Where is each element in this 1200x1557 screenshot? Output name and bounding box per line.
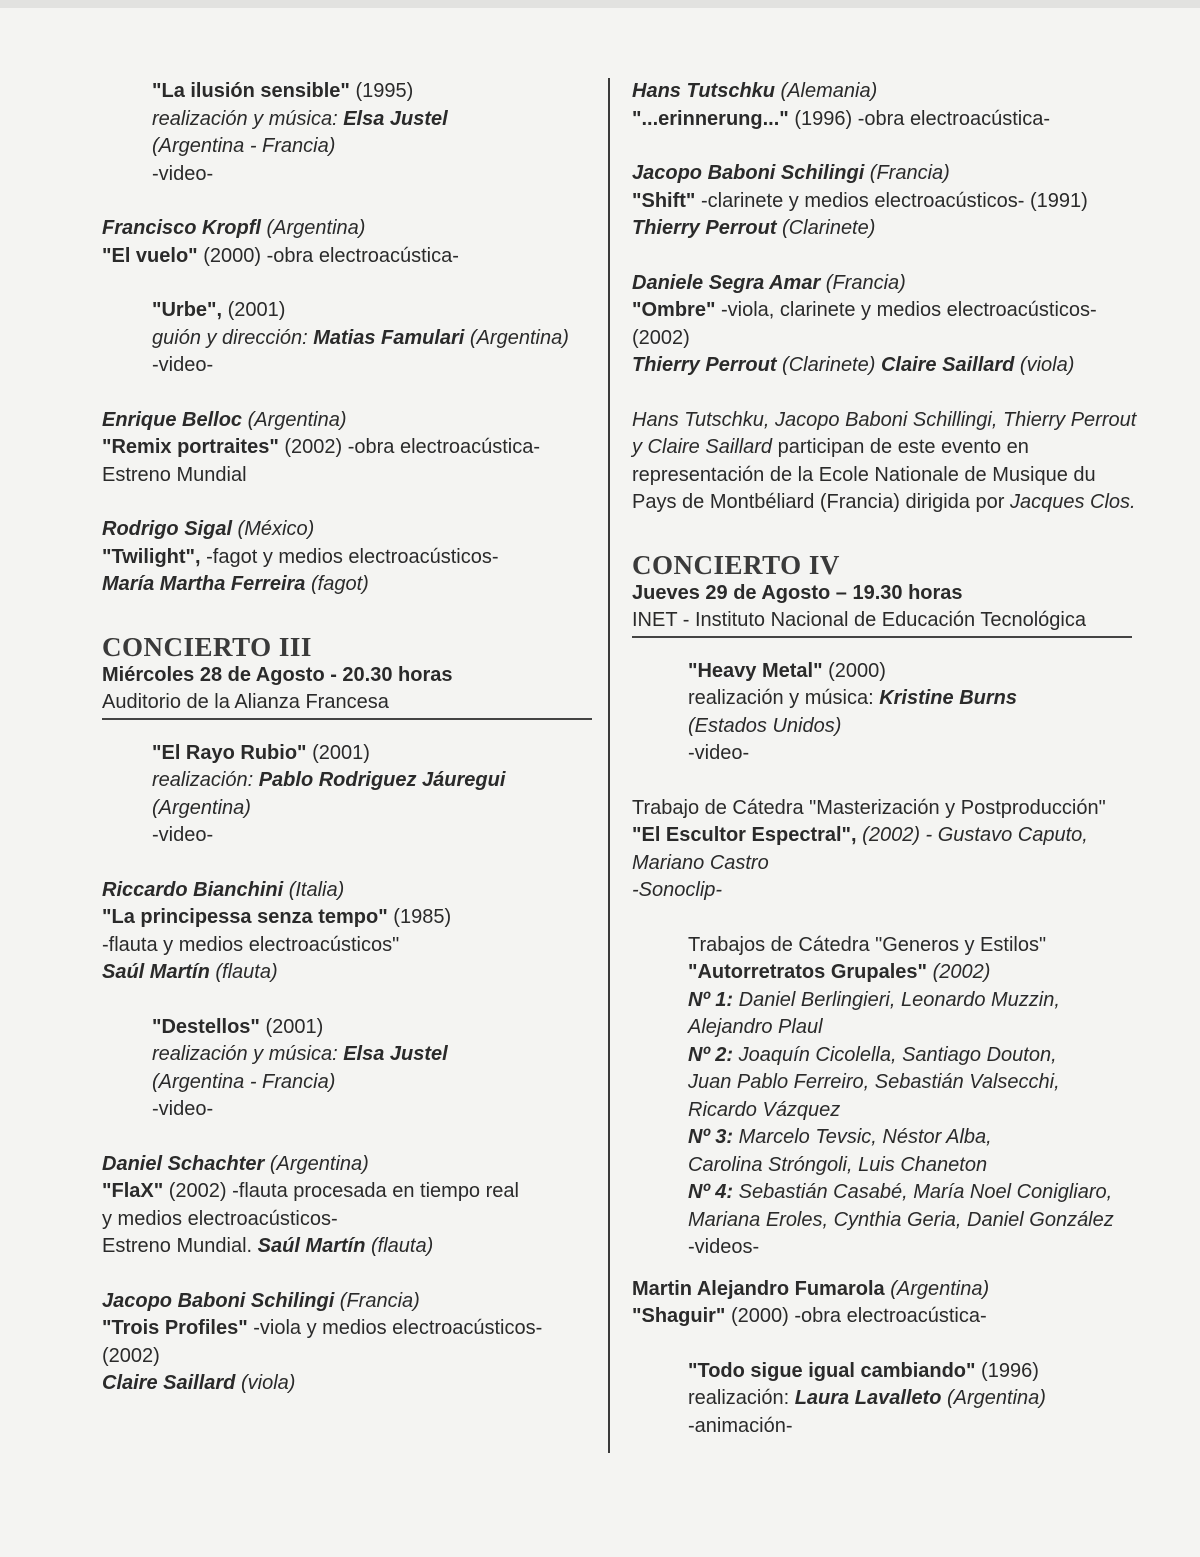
program-line (632, 352, 1132, 380)
text-run: "Shaguir" (632, 1305, 726, 1327)
program-line (102, 462, 592, 490)
program-line (102, 161, 592, 189)
text-run: (2000) -obra electroacústica- (197, 244, 459, 267)
program-line (102, 822, 592, 850)
text-run: realización y música: (152, 1043, 344, 1065)
program-line (632, 959, 1132, 987)
program-line (632, 795, 1132, 823)
spacer (102, 850, 592, 877)
text-run: Nº 4: (688, 1181, 734, 1203)
program-line (102, 1096, 592, 1124)
program-line (632, 987, 1132, 1015)
text-run: "El Escultor Espectral", (632, 824, 857, 846)
program-line (102, 1233, 592, 1261)
text-run: realización y música: (152, 107, 344, 130)
text-run: "Shift" (632, 189, 696, 212)
program-line (102, 133, 592, 161)
program-line (102, 325, 592, 353)
text-run: (México) (232, 518, 315, 540)
text-run: -video- (152, 1098, 214, 1120)
text-run: (Argentina) (941, 1387, 1046, 1409)
spacer (632, 768, 1132, 795)
text-run: -video- (688, 742, 750, 764)
program-line (102, 662, 592, 690)
text-run: (1985) (387, 906, 452, 928)
spacer (102, 489, 592, 516)
program-line (632, 297, 1132, 325)
program-line (632, 1234, 1132, 1262)
spacer (632, 517, 1132, 544)
spacer (102, 188, 592, 215)
program-line (632, 215, 1132, 243)
text-run: Trabajos de Cátedra "Generos y Estilos" (688, 933, 1047, 956)
text-run: (2002) -flauta procesada en tiempo real (163, 1180, 519, 1202)
text-run: Saúl Martín (102, 961, 210, 983)
text-run: "El Rayo Rubio" (152, 741, 307, 764)
text-run: Enrique Belloc (102, 408, 243, 431)
text-run: y Claire Saillard (632, 436, 773, 458)
program-line (632, 740, 1132, 768)
text-run: INET - Instituto Nacional de Educación Tecnológica (632, 609, 1086, 631)
text-run: (2002) (632, 326, 690, 349)
program-line (632, 1097, 1132, 1125)
text-run: "Ombre" (632, 299, 716, 321)
text-run: Trabajo de Cátedra "Masterización y Postproducción" (632, 796, 1106, 819)
program-line (102, 516, 592, 544)
program-line (632, 877, 1132, 905)
spacer (632, 905, 1132, 932)
text-run: (2001) (259, 1015, 324, 1038)
program-line (632, 106, 1132, 134)
spacer (102, 380, 592, 407)
concert-title (102, 632, 592, 662)
program-line (102, 1206, 592, 1234)
program-line (632, 658, 1132, 686)
text-run: Hans Tutschku (632, 80, 775, 102)
program-line (102, 78, 592, 106)
program-line (632, 1179, 1132, 1207)
text-run: Daniel Schachter (102, 1152, 265, 1175)
text-run: Mariana Eroles, Cynthia Geria, Daniel González (688, 1208, 1114, 1231)
text-run: (Argentina) (152, 796, 251, 819)
program-line (102, 1343, 592, 1371)
text-run: -video- (152, 354, 214, 376)
text-run: (Alemania) (775, 80, 878, 102)
program-line (632, 160, 1132, 188)
program-line (102, 1014, 592, 1042)
text-run: Thierry Perrout (632, 217, 777, 239)
spacer (632, 133, 1132, 160)
page-top-edge (0, 0, 1200, 8)
program-line (102, 904, 592, 932)
text-run: Francisco Kropfl (102, 217, 261, 239)
text-run: (flauta) (365, 1235, 434, 1257)
spacer (102, 1124, 592, 1151)
program-line (102, 795, 592, 823)
text-run: "Todo sigue igual cambiando" (688, 1359, 976, 1382)
text-run: Estreno Mundial (102, 463, 247, 486)
program-line (632, 489, 1136, 517)
text-run: Carolina Stróngoli, Luis Chaneton (688, 1153, 988, 1176)
text-run: Pablo Rodriguez Jáuregui (258, 769, 506, 791)
program-line (632, 1303, 1132, 1331)
program-line (632, 932, 1132, 960)
text-run: Thierry Perrout (632, 354, 777, 376)
text-run: "La ilusión sensible" (152, 80, 350, 102)
program-line (102, 1069, 592, 1097)
text-run: Elsa Justel (343, 107, 448, 130)
spacer (102, 1261, 592, 1288)
text-run: "...erinnerung..." (632, 107, 789, 130)
program-line (632, 1042, 1132, 1070)
text-run: -Sonoclip- (632, 879, 723, 901)
text-run: Martin Alejandro Fumarola (632, 1277, 885, 1300)
text-run: -animación- (688, 1414, 793, 1437)
text-run: -flauta y medios electroacústicos" (102, 933, 400, 956)
concert-venue (632, 607, 1132, 638)
text-run: "Twilight", (102, 545, 201, 568)
spacer (632, 1262, 1132, 1276)
text-run: -fagot y medios electroacústicos- (200, 545, 499, 568)
text-run: Matias Famulari (313, 326, 465, 349)
text-run: Jueves 29 de Agosto – 19.30 horas (632, 581, 963, 604)
column-divider (608, 78, 610, 1453)
text-run: Joaquín Cicolella, Santiago Douton, (733, 1043, 1057, 1066)
text-run: participan de este evento en (772, 436, 1029, 458)
text-run: (fagot) (305, 573, 369, 595)
text-run: María Martha Ferreira (102, 573, 306, 595)
text-run: (2002) - Gustavo Caputo, (856, 824, 1088, 846)
program-line (632, 1152, 1132, 1180)
text-run: Claire Saillard (880, 354, 1015, 376)
text-run: Daniele Segra Amar (632, 271, 821, 294)
text-run: "Heavy Metal" (688, 659, 823, 682)
text-run: (2002) (927, 961, 991, 983)
spacer (102, 987, 592, 1014)
text-run: Laura Lavalleto (794, 1387, 942, 1409)
text-run: (Estados Unidos) (688, 714, 842, 737)
program-line (102, 106, 592, 134)
text-run: (Francia) (334, 1289, 420, 1312)
program-line (102, 544, 592, 572)
program-line (632, 1207, 1132, 1235)
text-run: (Clarinete) (776, 217, 876, 239)
text-run: "Remix portraites" (102, 436, 279, 458)
text-run: (1995) (349, 80, 414, 102)
text-run: -video- (152, 162, 214, 185)
left-column (102, 78, 592, 1398)
text-run: Mariano Castro (632, 851, 769, 874)
program-line (632, 822, 1132, 850)
text-run: Saúl Martín (257, 1235, 366, 1257)
text-run: Auditorio de la Alianza Francesa (102, 691, 389, 713)
text-run: -video- (152, 824, 214, 846)
text-run: (Argentina) (264, 1152, 369, 1175)
text-run: Sebastián Casabé, María Noel Conigliaro, (733, 1181, 1113, 1203)
program-line (632, 434, 1132, 462)
program-line (102, 877, 592, 905)
text-run: "Trois Profiles" (102, 1317, 248, 1339)
text-run: Pays de Montbéliard (Francia) dirigida por (632, 491, 1010, 513)
program-line (632, 850, 1132, 878)
text-run: CONCIERTO IV (632, 549, 840, 580)
text-run: Jacopo Baboni Schilingi (102, 1289, 335, 1312)
text-run: (viola) (1014, 354, 1075, 376)
program-line (102, 434, 592, 462)
text-run: Rodrigo Sigal (102, 518, 232, 540)
program-line (632, 1358, 1132, 1386)
text-run: Hans Tutschku, Jacopo Baboni Schillingi, Thierry Perrout (632, 408, 1137, 431)
text-run: Daniel Berlingieri, Leonardo Muzzin, (733, 988, 1060, 1011)
text-run: (2002) -obra electroacústica- (278, 436, 541, 458)
program-line (632, 1014, 1132, 1042)
text-run: (Italia) (283, 878, 345, 901)
text-run: realización: (152, 769, 259, 791)
program-line (632, 713, 1132, 741)
program-line (632, 1124, 1132, 1152)
text-run: Juan Pablo Ferreiro, Sebastián Valsecchi, (688, 1071, 1060, 1093)
text-run: (viola) (235, 1372, 296, 1394)
text-run: (Argentina) (260, 217, 366, 239)
program-line (632, 325, 1132, 353)
program-line (632, 270, 1132, 298)
program-line (632, 1276, 1132, 1304)
text-run: (Clarinete) (776, 354, 881, 376)
text-run: (Francia) (820, 271, 906, 294)
text-run: Jacques Clos. (1009, 491, 1136, 513)
text-run: (1996) -obra electroacústica- (788, 107, 1050, 130)
text-run: Alejandro Plaul (688, 1016, 823, 1038)
text-run: y medios electroacústicos- (102, 1207, 338, 1230)
text-run: -videos- (688, 1236, 760, 1258)
program-line (632, 1413, 1132, 1441)
program-line (102, 1315, 592, 1343)
text-run: (flauta) (209, 961, 278, 983)
text-run: Claire Saillard (102, 1372, 236, 1394)
right-column (632, 78, 1137, 1440)
program-line (102, 215, 592, 243)
program-line (632, 1385, 1132, 1413)
text-run: realización y música: (688, 687, 880, 709)
text-run: (Argentina) (464, 326, 569, 349)
text-run: "Destellos" (152, 1015, 260, 1038)
text-run: Kristine Burns (879, 687, 1017, 709)
text-run: (Argentina) (884, 1277, 990, 1300)
program-line (632, 1069, 1132, 1097)
text-run: Nº 1: (688, 988, 734, 1011)
text-run: (2001) (306, 741, 370, 764)
program-line (632, 685, 1132, 713)
text-run: -clarinete y medios electroacústicos- (1991) (695, 189, 1088, 212)
text-run: Riccardo Bianchini (102, 878, 284, 901)
program-line (102, 1151, 592, 1179)
text-run: (2000) -obra electroacústica- (725, 1305, 987, 1327)
text-run: (Argentina) (242, 408, 347, 431)
text-run: "El vuelo" (102, 244, 198, 267)
spacer (102, 270, 592, 297)
text-run: representación de la Ecole Nationale de Musique du (632, 463, 1096, 486)
program-line (102, 352, 592, 380)
text-run: Miércoles 28 de Agosto - 20.30 horas (102, 663, 453, 686)
program-line (102, 767, 592, 795)
text-run: (Francia) (864, 162, 950, 184)
concert-venue (102, 689, 592, 720)
program-line (632, 407, 1137, 435)
text-run: (Argentina - Francia) (152, 1070, 336, 1093)
text-run: Elsa Justel (343, 1043, 448, 1065)
program-line (632, 188, 1132, 216)
program-line (102, 297, 592, 325)
text-run: (2001) (222, 299, 286, 321)
program-line (102, 407, 592, 435)
text-run: "FlaX" (102, 1180, 164, 1202)
program-line (102, 1288, 592, 1316)
text-run: Estreno Mundial. (102, 1235, 258, 1257)
text-run: Nº 2: (688, 1043, 734, 1066)
program-line (632, 580, 1132, 608)
text-run: (Argentina - Francia) (152, 135, 336, 157)
program-line (632, 462, 1132, 490)
text-run: "Autorretratos Grupales" (688, 961, 928, 983)
text-run: "La principessa senza tempo" (102, 906, 388, 928)
text-run: Marcelo Tevsic, Néstor Alba, (733, 1126, 992, 1148)
program-line (102, 932, 592, 960)
text-run: Ricardo Vázquez (688, 1098, 841, 1121)
text-run: (2000) (822, 659, 886, 682)
concert-title (632, 550, 1132, 580)
spacer (632, 1331, 1132, 1358)
program-line (102, 740, 592, 768)
program-line (102, 1041, 592, 1069)
program-line (102, 571, 592, 599)
text-run: Jacopo Baboni Schilingi (632, 162, 865, 184)
text-run: "Urbe", (152, 299, 223, 321)
text-run: -viola, clarinete y medios electroacústicos- (715, 299, 1097, 321)
text-run: (1996) (975, 1359, 1039, 1382)
spacer (632, 380, 1132, 407)
text-run: (2002) (102, 1344, 160, 1367)
program-line (102, 243, 592, 271)
text-run: realización: (688, 1387, 795, 1409)
program-line (632, 78, 1132, 106)
text-run: guión y dirección: (152, 326, 314, 349)
text-run: Nº 3: (688, 1126, 734, 1148)
program-line (102, 959, 592, 987)
spacer (102, 599, 592, 626)
text-run: CONCIERTO III (102, 631, 312, 662)
program-line (102, 1370, 592, 1398)
text-run: -viola y medios electroacústicos- (247, 1317, 543, 1339)
program-line (102, 1178, 592, 1206)
spacer (632, 243, 1132, 270)
